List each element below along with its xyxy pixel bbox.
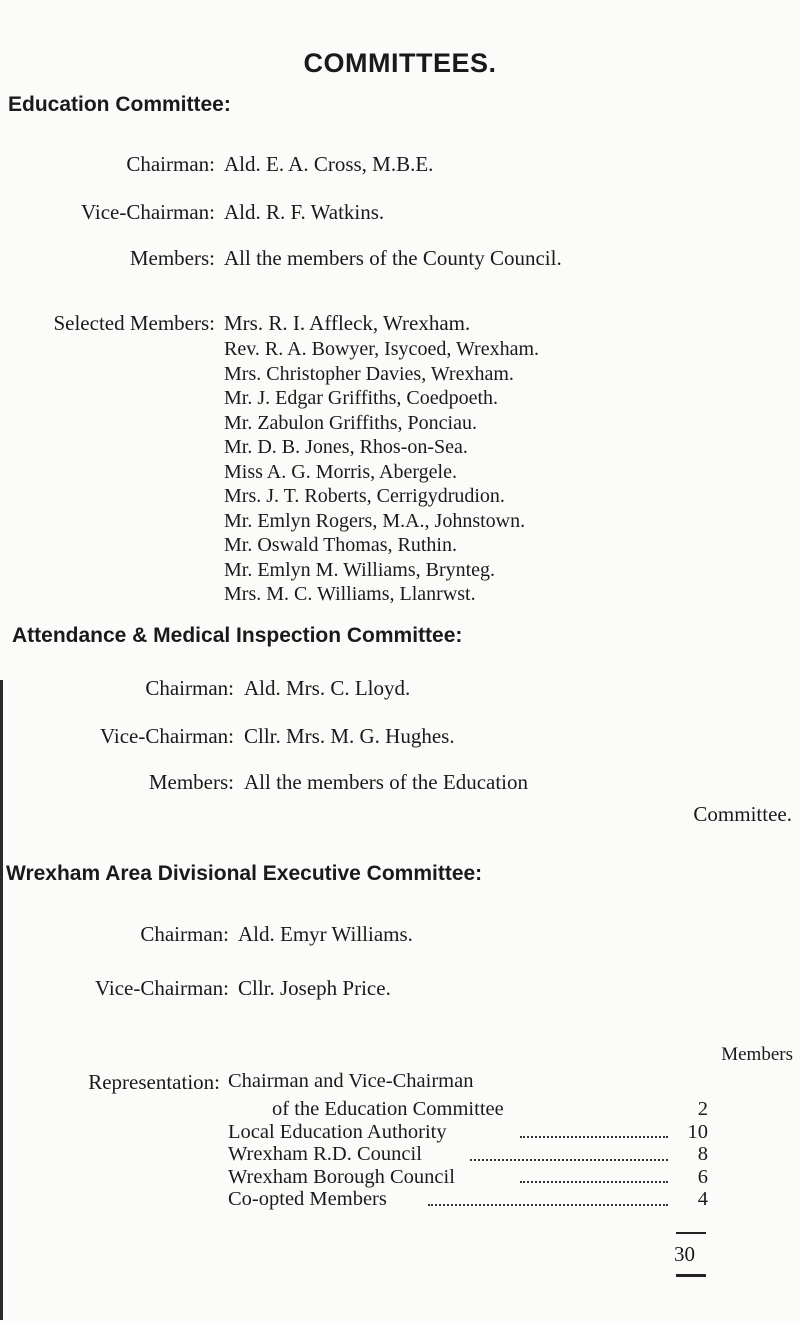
page-edge-shadow xyxy=(0,680,3,1320)
attendance-members-label: Members: xyxy=(148,770,234,794)
members-column-header: Members xyxy=(721,1044,793,1065)
dot-leader xyxy=(428,1204,668,1206)
rep-row-count: 10 xyxy=(687,1120,708,1143)
page-title: COMMITTEES. xyxy=(303,48,497,78)
attendance-vice-chairman-label: Vice-Chairman: xyxy=(99,724,234,748)
wrexham-vice-chairman: Cllr. Joseph Price. xyxy=(238,976,391,1000)
attendance-chairman-label: Chairman: xyxy=(145,676,234,700)
list-item: Mr. J. Edgar Griffiths, Coedpoeth. xyxy=(224,387,499,409)
table-row xyxy=(228,1143,708,1166)
rep-row-name: Wrexham Borough Council xyxy=(228,1165,455,1188)
rep-row-name: Local Education Authority xyxy=(228,1120,447,1143)
table-row xyxy=(228,1098,708,1121)
table-row xyxy=(228,1188,708,1211)
rep-row-name: Wrexham R.D. Council xyxy=(228,1143,422,1165)
list-item: Mr. Emlyn Rogers, M.A., Johnstown. xyxy=(224,509,526,532)
attendance-vice-chairman: Cllr. Mrs. M. G. Hughes. xyxy=(244,724,455,748)
education-members: All the members of the County Council. xyxy=(224,246,562,270)
rep-row-count: 8 xyxy=(697,1143,708,1165)
attendance-chairman: Ald. Mrs. C. Lloyd. xyxy=(244,676,411,700)
rep-row-count: 4 xyxy=(697,1188,708,1210)
rep-row-count: 2 xyxy=(697,1098,708,1120)
attendance-members-line2: Committee. xyxy=(693,802,792,826)
selected-members-list xyxy=(224,337,539,607)
list-item: Mr. Oswald Thomas, Ruthin. xyxy=(224,534,457,556)
wrexham-vice-chairman-label: Vice-Chairman: xyxy=(94,976,229,1000)
dot-leader xyxy=(470,1159,668,1161)
selected-member-first: Mrs. R. I. Affleck, Wrexham. xyxy=(224,311,471,335)
attendance-members-line1: All the members of the Education xyxy=(244,770,529,794)
rep-row-count: 6 xyxy=(697,1165,708,1188)
education-chairman-label: Chairman: xyxy=(126,152,215,176)
wrexham-committee-heading: Wrexham Area Divisional Executive Committee: xyxy=(6,862,483,885)
list-item: Rev. R. A. Bowyer, Isycoed, Wrexham. xyxy=(224,338,539,360)
education-vice-chairman-label: Vice-Chairman: xyxy=(80,200,215,224)
list-item: Mrs. Christopher Davies, Wrexham. xyxy=(224,362,514,385)
education-selected-members-label: Selected Members: xyxy=(53,311,215,335)
education-chairman: Ald. E. A. Cross, M.B.E. xyxy=(224,152,434,176)
list-item: Mr. Zabulon Griffiths, Ponciau. xyxy=(224,411,477,434)
list-item: Mr. Emlyn M. Williams, Brynteg. xyxy=(224,558,496,581)
table-row xyxy=(228,1121,708,1144)
dot-leader xyxy=(520,1136,668,1138)
total-rule-bottom xyxy=(676,1274,706,1277)
representation-total: 30 xyxy=(674,1242,695,1266)
rep-row-name: Co-opted Members xyxy=(228,1188,387,1210)
total-rule-top xyxy=(676,1232,706,1234)
list-item: Mr. D. B. Jones, Rhos-on-Sea. xyxy=(224,436,468,458)
representation-line1: Chairman and Vice-Chairman xyxy=(228,1070,474,1092)
attendance-committee-heading: Attendance & Medical Inspection Committee: xyxy=(12,624,463,647)
table-row xyxy=(228,1166,708,1189)
list-item: Miss A. G. Morris, Abergele. xyxy=(224,460,457,483)
dot-leader xyxy=(520,1181,668,1183)
list-item: Mrs. J. T. Roberts, Cerrigydrudion. xyxy=(224,485,505,507)
representation-table xyxy=(228,1098,708,1211)
rep-row-name: of the Education Committee xyxy=(272,1098,504,1120)
list-item: Mrs. M. C. Williams, Llanrwst. xyxy=(224,583,476,605)
education-vice-chairman: Ald. R. F. Watkins. xyxy=(224,200,385,224)
education-committee-heading: Education Committee: xyxy=(8,93,231,116)
wrexham-chairman: Ald. Emyr Williams. xyxy=(238,922,413,946)
wrexham-chairman-label: Chairman: xyxy=(140,922,229,946)
education-members-label: Members: xyxy=(129,246,215,270)
representation-label: Representation: xyxy=(88,1070,220,1094)
